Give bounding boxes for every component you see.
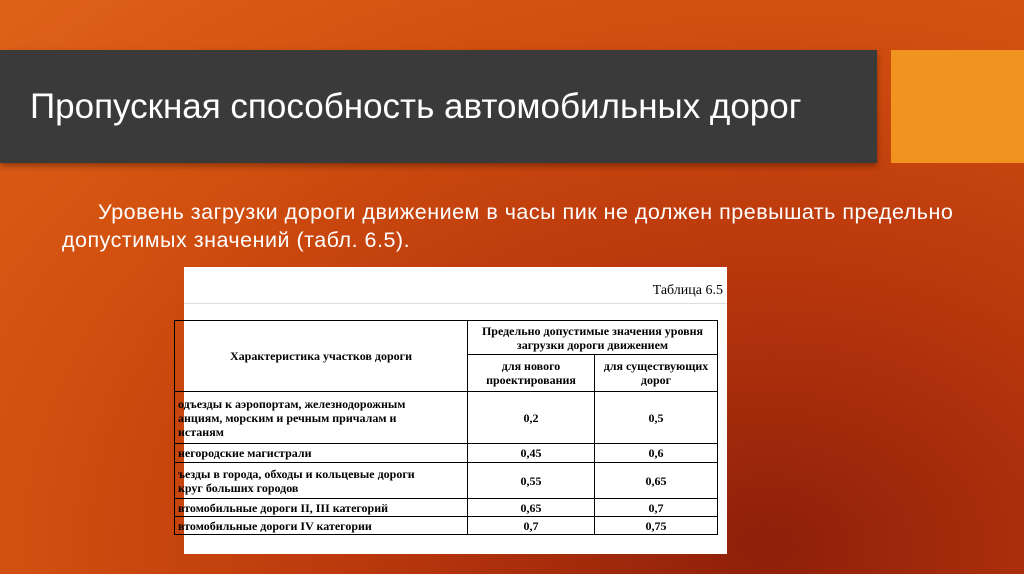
row-new-value: 0,55	[468, 463, 595, 499]
slide-body-text: Уровень загрузки дороги движением в часы пик не должен превышать предельно допустимых значений (табл. 6.5).	[62, 200, 954, 252]
accent-block	[891, 50, 1024, 163]
row-name: негородские магистрали	[175, 444, 468, 463]
row-existing-value: 0,7	[595, 499, 718, 517]
table-row	[175, 444, 718, 463]
table-caption: Таблица 6.5	[652, 283, 723, 298]
table-row	[175, 517, 718, 535]
table-image	[178, 267, 727, 554]
row-existing-value: 0,6	[595, 444, 718, 463]
load-table	[174, 320, 718, 535]
row-new-value: 0,45	[468, 444, 595, 463]
row-new-value: 0,65	[468, 499, 595, 517]
table-row	[175, 463, 718, 499]
row-new-value: 0,7	[468, 517, 595, 535]
table-row	[175, 392, 718, 444]
table-row	[175, 499, 718, 517]
title-bar	[0, 50, 877, 163]
divider	[184, 303, 727, 304]
row-existing-value: 0,75	[595, 517, 718, 535]
row-name: втомобильные дороги II, III категорий	[175, 499, 468, 517]
row-existing-value: 0,5	[595, 392, 718, 444]
row-name: втомобильные дороги IV категории	[175, 517, 468, 535]
col-header-new: для нового проектирования	[468, 355, 595, 392]
row-new-value: 0,2	[468, 392, 595, 444]
row-name: ъезды в города, обходы и кольцевые дороги круг больших городов	[175, 463, 468, 499]
col-header-limits: Предельно допустимые значения уровня загрузки дороги движением	[468, 321, 718, 355]
row-name: одъезды к аэропортам, железнодорожным анциям, морским и речным причалам и истаням	[175, 392, 468, 444]
col-header-characteristic: Характеристика участков дороги	[175, 321, 468, 392]
row-existing-value: 0,65	[595, 463, 718, 499]
col-header-existing: для существующих дорог	[595, 355, 718, 392]
slide-title: Пропускная способность автомобильных дорог	[30, 87, 802, 126]
